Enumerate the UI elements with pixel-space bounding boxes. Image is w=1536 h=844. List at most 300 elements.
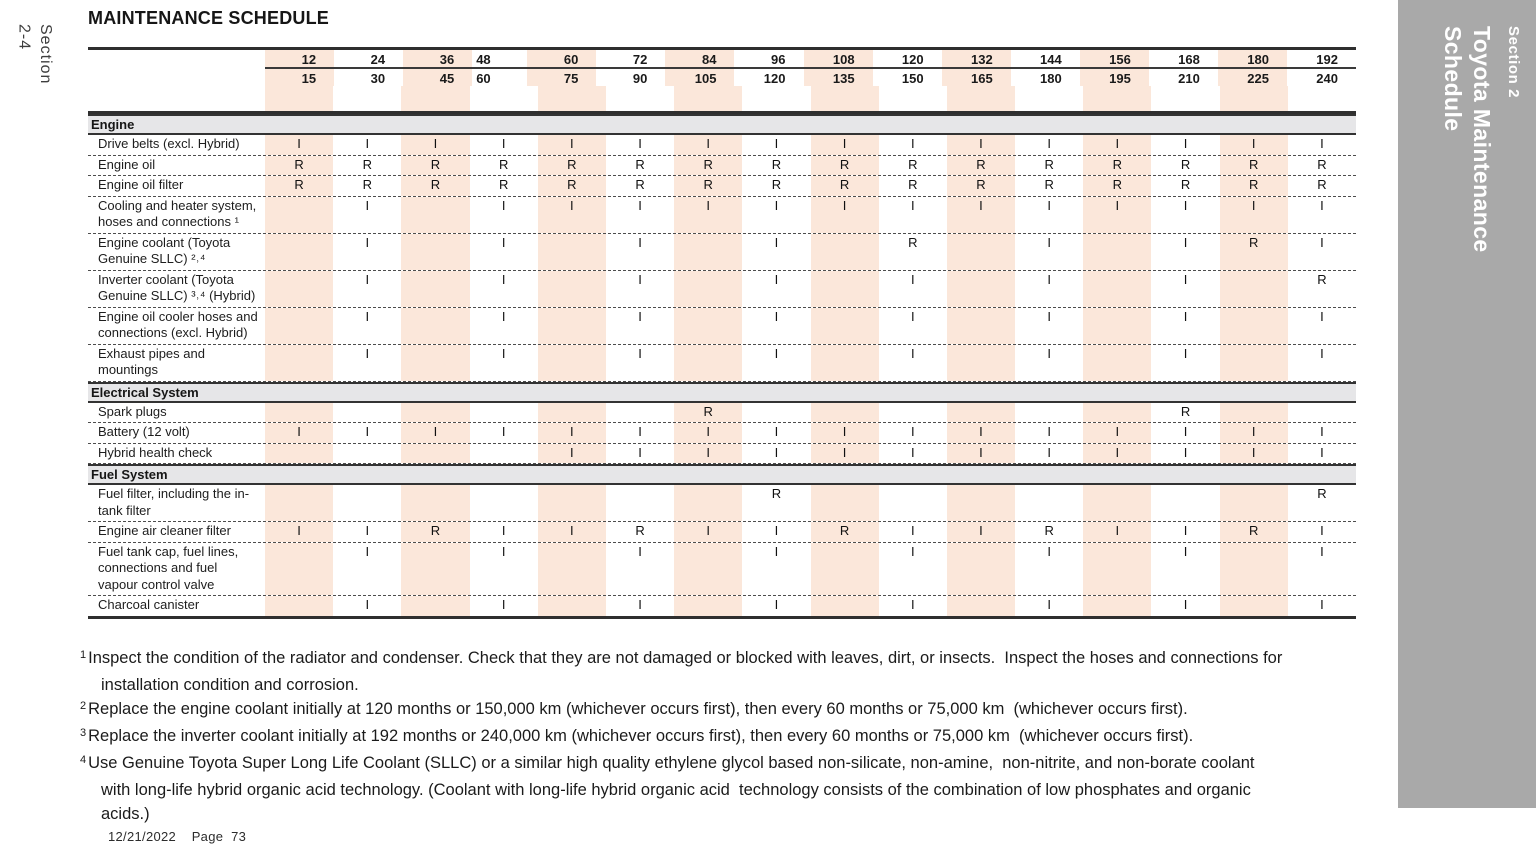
- mark-col-108: I: [811, 423, 879, 443]
- km-col-156: 195: [1080, 69, 1149, 86]
- mark-col-24: I: [365, 345, 370, 361]
- mark-col-108: [811, 596, 879, 616]
- row-label: Hybrid health check: [98, 444, 213, 460]
- mark-col-168: I: [1183, 271, 1188, 287]
- mark-col-36: [401, 596, 469, 616]
- section-header-electrical-system: [88, 382, 1356, 403]
- mark-col-36: I: [401, 423, 469, 443]
- km-col-72: 90: [632, 71, 648, 86]
- mark-col-180: R: [1220, 522, 1288, 542]
- mark-col-120: I: [910, 136, 915, 151]
- mark-col-180: R: [1220, 234, 1288, 270]
- table-row-engine-oil: [88, 156, 1356, 177]
- mark-col-36: [401, 485, 469, 521]
- mark-col-120: R: [908, 234, 918, 250]
- header-label-spacer: [88, 50, 265, 69]
- row-label: Battery (12 volt): [98, 424, 190, 439]
- mark-col-12: R: [265, 156, 333, 176]
- mark-col-12: [265, 485, 333, 521]
- km-col-180: 225: [1218, 69, 1287, 86]
- mark-col-192: I: [1320, 543, 1324, 559]
- header-km-row: [88, 69, 1356, 86]
- mark-col-24: I: [365, 136, 370, 151]
- mark-col-120: I: [910, 543, 915, 559]
- table-row-engine-oil-cooler-hoses-and-connections-: [88, 308, 1356, 345]
- mark-col-72: I: [638, 424, 642, 439]
- mark-col-168: R: [1180, 403, 1191, 419]
- mark-col-144: I: [1047, 444, 1051, 460]
- mark-col-48: [470, 444, 538, 464]
- mark-col-144: R: [1044, 177, 1054, 192]
- mark-col-192: R: [1317, 177, 1327, 192]
- mark-col-36: [401, 308, 469, 344]
- mark-col-72: R: [635, 523, 645, 538]
- mark-col-48: I: [501, 136, 506, 151]
- mark-col-24: I: [365, 523, 370, 538]
- mark-col-192: I: [1320, 444, 1324, 460]
- mark-col-24: [333, 485, 401, 521]
- row-label: Cooling and heater system, hoses and connections ¹: [98, 197, 257, 229]
- mark-col-96: R: [771, 486, 782, 501]
- mark-col-108: I: [811, 197, 879, 233]
- mark-col-156: [1083, 543, 1151, 596]
- mark-col-156: [1083, 308, 1151, 344]
- row-label: Fuel filter, including the in-tank filter: [98, 486, 250, 518]
- km-col-120: 150: [901, 71, 924, 86]
- mark-col-36: R: [401, 522, 469, 542]
- mark-col-120: I: [910, 523, 915, 538]
- mark-col-156: [1083, 234, 1151, 270]
- mark-col-36: [401, 271, 469, 307]
- mark-col-168: I: [1183, 308, 1188, 324]
- mark-col-24: I: [365, 308, 370, 324]
- mark-col-84: I: [674, 135, 742, 155]
- mark-col-108: [811, 485, 879, 521]
- mark-col-156: R: [1083, 176, 1151, 196]
- months-col-156: 156: [1080, 50, 1149, 69]
- km-col-168: 210: [1178, 71, 1200, 86]
- mark-col-72: I: [638, 234, 642, 250]
- header-label-spacer: [88, 86, 265, 111]
- table-body: [88, 114, 1356, 619]
- mark-col-96: R: [771, 156, 782, 172]
- footnote-4-line-1: $^4$ Use Genuine Toyota Super Long Life Coolant (SLLC) or a similar high quality ethylene glycol based non-silicate, non-amine, non-nitrite, and non-borate coolant: [80, 753, 1255, 772]
- mark-col-72: I: [638, 543, 642, 559]
- mark-col-180: R: [1220, 156, 1288, 176]
- mark-col-12: [265, 403, 333, 423]
- mark-col-12: [265, 596, 333, 616]
- mark-col-132: [947, 234, 1015, 270]
- mark-col-24: [333, 444, 401, 464]
- mark-col-72: I: [638, 197, 642, 213]
- left-margin-section-number: 2-4: [15, 24, 33, 51]
- km-col-24: 30: [370, 71, 386, 86]
- km-col-132: 165: [942, 69, 1011, 86]
- mark-col-132: I: [947, 522, 1015, 542]
- mark-col-60: I: [538, 444, 606, 464]
- page-title: MAINTENANCE SCHEDULE: [88, 8, 330, 28]
- mark-col-156: I: [1083, 135, 1151, 155]
- mark-col-132: [947, 345, 1015, 381]
- mark-col-132: I: [947, 135, 1015, 155]
- mark-col-144: R: [1044, 156, 1054, 172]
- mark-col-180: I: [1220, 197, 1288, 233]
- mark-col-24: I: [365, 597, 370, 612]
- mark-col-84: [674, 308, 742, 344]
- mark-col-60: R: [538, 176, 606, 196]
- mark-col-24: I: [365, 271, 370, 287]
- mark-col-72: I: [638, 597, 642, 612]
- mark-col-12: [265, 197, 333, 233]
- mark-col-36: [401, 403, 469, 423]
- mark-col-120: R: [908, 177, 918, 192]
- months-col-108: 108: [804, 50, 873, 69]
- mark-col-168: [1151, 485, 1219, 521]
- mark-col-144: R: [1044, 523, 1054, 538]
- mark-col-144: I: [1047, 234, 1051, 250]
- maintenance-schedule-table: [88, 47, 1356, 619]
- months-col-192: 192: [1287, 50, 1356, 69]
- km-col-96: 120: [763, 71, 786, 86]
- mark-col-192: [1288, 403, 1356, 423]
- mark-col-60: [538, 271, 606, 307]
- mark-col-12: [265, 308, 333, 344]
- footnote-marker: 3: [80, 727, 87, 740]
- mark-col-108: [811, 543, 879, 596]
- mark-col-36: [401, 234, 469, 270]
- spacer-col-96: [742, 86, 810, 111]
- mark-col-132: R: [947, 156, 1015, 176]
- mark-col-60: I: [538, 522, 606, 542]
- mark-col-24: I: [365, 424, 370, 439]
- mark-col-108: I: [811, 444, 879, 464]
- mark-col-108: [811, 234, 879, 270]
- row-label: Spark plugs: [98, 403, 167, 419]
- mark-col-156: I: [1083, 423, 1151, 443]
- months-col-60: 60: [527, 50, 596, 69]
- mark-col-120: I: [910, 424, 915, 439]
- mark-col-192: I: [1320, 345, 1324, 361]
- mark-col-96: I: [774, 523, 779, 538]
- sidebar-rotated-text: [1438, 26, 1522, 253]
- table-row-inverter-coolant-toyota-genuine-sllc-hyb: [88, 271, 1356, 308]
- spacer-col-72: [606, 86, 674, 111]
- footnote-4-line-2: with long-life hybrid organic acid technology. (Coolant with long-life hybrid organic acid technology consists of the combination of low phosphates and organic: [101, 780, 1251, 799]
- mark-col-168: I: [1183, 234, 1188, 250]
- mark-col-192: I: [1320, 136, 1324, 151]
- mark-col-84: [674, 234, 742, 270]
- mark-col-96: R: [771, 177, 782, 192]
- mark-col-180: [1220, 345, 1288, 381]
- mark-col-60: I: [538, 135, 606, 155]
- table-row-fuel-tank-cap-fuel-lines-connections-and: [88, 543, 1356, 597]
- mark-col-36: [401, 345, 469, 381]
- mark-col-192: I: [1320, 523, 1324, 538]
- mark-col-96: I: [774, 271, 779, 287]
- left-margin-section-word: Section: [37, 24, 55, 85]
- km-col-192: 240: [1316, 71, 1338, 86]
- mark-col-192: I: [1320, 597, 1324, 612]
- months-col-144: 144: [1011, 50, 1080, 69]
- footnote-3-line-1: $^3$ Replace the inverter coolant initially at 192 months or 240,000 km (whichever occurs first), then every 60 months or 75,000 km (whichever occurs first).: [80, 727, 1194, 746]
- mark-col-24: I: [365, 543, 370, 559]
- mark-col-60: [538, 543, 606, 596]
- mark-col-24: I: [365, 234, 370, 250]
- table-row-spark-plugs: [88, 403, 1356, 424]
- mark-col-12: R: [265, 176, 333, 196]
- mark-col-108: [811, 308, 879, 344]
- mark-col-144: I: [1047, 271, 1051, 287]
- mark-col-120: [879, 403, 947, 423]
- km-col-84: 105: [665, 69, 734, 86]
- sidebar: [1398, 0, 1536, 808]
- months-col-72: 72: [596, 50, 665, 69]
- mark-col-120: I: [910, 597, 915, 612]
- sidebar-section-label: Section 2: [1505, 26, 1522, 99]
- mark-col-96: I: [774, 197, 779, 213]
- mark-col-132: [947, 308, 1015, 344]
- mark-col-84: R: [674, 176, 742, 196]
- spacer-col-180: [1220, 86, 1288, 111]
- mark-col-168: I: [1183, 136, 1188, 151]
- row-label: Engine oil filter: [98, 177, 184, 192]
- mark-col-96: [742, 403, 810, 423]
- mark-col-108: R: [811, 522, 879, 542]
- km-col-12: 15: [265, 69, 334, 86]
- mark-col-168: I: [1183, 444, 1188, 460]
- mark-col-48: R: [498, 156, 509, 172]
- mark-col-12: [265, 543, 333, 596]
- mark-col-60: [538, 596, 606, 616]
- mark-col-96: I: [774, 543, 779, 559]
- footnotes: [80, 646, 1380, 827]
- mark-col-144: I: [1047, 424, 1051, 439]
- table-row-charcoal-canister: [88, 596, 1356, 616]
- mark-col-132: I: [947, 197, 1015, 233]
- mark-col-24: I: [365, 197, 370, 213]
- mark-col-180: R: [1220, 176, 1288, 196]
- section-header-label: Electrical System: [91, 384, 199, 400]
- sidebar-title-line1: Toyota Maintenance: [1469, 26, 1495, 253]
- mark-col-84: [674, 345, 742, 381]
- months-col-168: 168: [1149, 50, 1218, 69]
- mark-col-168: I: [1183, 197, 1188, 213]
- mark-col-132: I: [947, 423, 1015, 443]
- spacer-col-144: [1015, 86, 1083, 111]
- km-col-36: 45: [403, 69, 472, 86]
- mark-col-48: R: [498, 177, 509, 192]
- mark-col-12: [265, 444, 333, 464]
- months-col-12: 12: [265, 50, 334, 69]
- mark-col-180: [1220, 308, 1288, 344]
- table-row-engine-air-cleaner-filter: [88, 522, 1356, 543]
- mark-col-60: [538, 485, 606, 521]
- mark-col-72: [606, 403, 674, 423]
- months-col-120: 120: [873, 50, 942, 69]
- mark-col-84: [674, 543, 742, 596]
- header-label-spacer: [88, 69, 265, 86]
- mark-col-144: [1015, 485, 1083, 521]
- footnote-4-line-3: acids.): [101, 805, 150, 824]
- mark-col-12: I: [265, 135, 333, 155]
- km-col-108: 135: [804, 69, 873, 86]
- mark-col-192: I: [1320, 308, 1324, 324]
- section-header-label: Engine: [91, 117, 135, 132]
- mark-col-60: [538, 345, 606, 381]
- mark-col-108: R: [811, 176, 879, 196]
- mark-col-72: [606, 485, 674, 521]
- footnote-2-line-1: $^2$ Replace the engine coolant initially at 120 months or 150,000 km (whichever occurs first), then every 60 months or 75,000 km (whichever occurs first).: [80, 700, 1188, 719]
- mark-col-84: [674, 596, 742, 616]
- mark-col-48: I: [501, 543, 506, 559]
- mark-col-168: R: [1180, 156, 1191, 172]
- mark-col-96: I: [774, 424, 779, 439]
- mark-col-12: [265, 271, 333, 307]
- spacer-col-120: [879, 86, 947, 111]
- mark-col-132: R: [947, 176, 1015, 196]
- mark-col-132: [947, 596, 1015, 616]
- km-col-60: 75: [527, 69, 596, 86]
- mark-col-156: [1083, 271, 1151, 307]
- mark-col-48: I: [501, 197, 506, 213]
- section-header-fuel-system: [88, 464, 1356, 485]
- spacer-col-24: [333, 86, 401, 111]
- mark-col-108: [811, 403, 879, 423]
- mark-col-156: [1083, 485, 1151, 521]
- mark-col-96: I: [774, 444, 779, 460]
- mark-col-144: I: [1047, 543, 1051, 559]
- mark-col-96: I: [774, 136, 779, 151]
- mark-col-60: [538, 234, 606, 270]
- mark-col-36: I: [401, 135, 469, 155]
- mark-col-180: I: [1220, 423, 1288, 443]
- mark-col-84: I: [674, 197, 742, 233]
- months-col-24: 24: [334, 50, 403, 69]
- row-label: Exhaust pipes and mountings: [98, 345, 205, 377]
- mark-col-60: [538, 308, 606, 344]
- spacer-col-168: [1151, 86, 1219, 111]
- spacer-col-156: [1083, 86, 1151, 111]
- mark-col-180: I: [1220, 135, 1288, 155]
- mark-col-168: I: [1183, 543, 1188, 559]
- footnote-1-line-2: installation condition and corrosion.: [101, 675, 359, 694]
- mark-col-12: I: [265, 423, 333, 443]
- mark-col-120: I: [910, 444, 915, 460]
- mark-col-96: I: [774, 345, 779, 361]
- mark-col-168: I: [1183, 597, 1188, 612]
- mark-col-144: I: [1047, 597, 1051, 612]
- spacer-col-60: [538, 86, 606, 111]
- months-col-84: 84: [665, 50, 734, 69]
- mark-col-36: [401, 444, 469, 464]
- row-label: Inverter coolant (Toyota Genuine SLLC) ³˒⁴ (Hybrid): [98, 271, 256, 303]
- mark-col-60: I: [538, 197, 606, 233]
- mark-col-96: I: [774, 597, 779, 612]
- table-row-hybrid-health-check: [88, 444, 1356, 465]
- mark-col-72: R: [635, 156, 645, 172]
- mark-col-72: I: [638, 271, 642, 287]
- mark-col-84: R: [674, 403, 742, 423]
- row-label: Engine air cleaner filter: [98, 523, 231, 538]
- mark-col-132: I: [947, 444, 1015, 464]
- mark-col-156: I: [1083, 444, 1151, 464]
- months-col-48: 48: [472, 50, 527, 69]
- mark-col-108: I: [811, 135, 879, 155]
- mark-col-120: R: [908, 156, 918, 172]
- mark-col-108: R: [811, 156, 879, 176]
- months-col-132: 132: [942, 50, 1011, 69]
- mark-col-144: I: [1047, 197, 1051, 213]
- mark-col-120: I: [910, 271, 915, 287]
- mark-col-156: I: [1083, 522, 1151, 542]
- footnote-marker: 1: [80, 649, 87, 661]
- mark-col-180: I: [1220, 444, 1288, 464]
- spacer-col-84: [674, 86, 742, 111]
- months-col-96: 96: [734, 50, 803, 69]
- mark-col-24: [333, 403, 401, 423]
- mark-col-132: [947, 543, 1015, 596]
- mark-col-36: R: [401, 176, 469, 196]
- mark-col-48: I: [501, 271, 506, 287]
- footnote-1-line-1: $^1$ Inspect the condition of the radiator and condenser. Check that they are not damaged or blocked with leaves, dirt, or insects. Inspect the hoses and connections for: [80, 649, 1283, 667]
- mark-col-144: I: [1047, 345, 1051, 361]
- mark-col-156: [1083, 403, 1151, 423]
- mark-col-144: I: [1047, 136, 1051, 151]
- spacer-col-12: [265, 86, 333, 111]
- table-row-drive-belts-excl-hybrid: [88, 135, 1356, 156]
- mark-col-120: I: [910, 197, 915, 213]
- table-row-battery-12-volt: [88, 423, 1356, 444]
- spacer-col-48: [470, 86, 538, 111]
- mark-col-36: [401, 543, 469, 596]
- mark-col-48: I: [501, 345, 506, 361]
- months-col-180: 180: [1218, 50, 1287, 69]
- mark-col-48: I: [501, 523, 506, 538]
- footnote-marker: 2: [80, 700, 87, 713]
- mark-col-144: [1015, 403, 1083, 423]
- mark-col-84: I: [674, 522, 742, 542]
- mark-col-72: I: [638, 345, 642, 361]
- mark-col-120: I: [910, 308, 915, 324]
- left-margin-section-label: [13, 24, 56, 84]
- mark-col-132: [947, 485, 1015, 521]
- km-col-144: 180: [1040, 71, 1062, 86]
- spacer-col-132: [947, 86, 1015, 111]
- spacer-col-36: [401, 86, 469, 111]
- mark-col-60: I: [538, 423, 606, 443]
- mark-col-48: I: [501, 308, 506, 324]
- km-col-48: 60: [476, 71, 491, 86]
- mark-col-144: I: [1047, 308, 1051, 324]
- mark-col-84: [674, 271, 742, 307]
- mark-col-48: I: [501, 234, 506, 250]
- mark-col-108: [811, 271, 879, 307]
- mark-col-180: [1220, 596, 1288, 616]
- page-footer: 12/21/2022 Page 73: [108, 829, 247, 844]
- mark-col-72: I: [638, 136, 642, 151]
- mark-col-36: R: [401, 156, 469, 176]
- mark-col-156: [1083, 345, 1151, 381]
- footnote-marker: 4: [80, 753, 87, 766]
- mark-col-48: I: [501, 424, 506, 439]
- sidebar-title-line2: Schedule: [1440, 26, 1466, 132]
- mark-col-36: [401, 197, 469, 233]
- mark-col-48: I: [501, 597, 506, 612]
- mark-col-48: [470, 485, 538, 521]
- mark-col-192: R: [1317, 486, 1327, 501]
- mark-col-180: [1220, 485, 1288, 521]
- mark-col-168: R: [1180, 177, 1191, 192]
